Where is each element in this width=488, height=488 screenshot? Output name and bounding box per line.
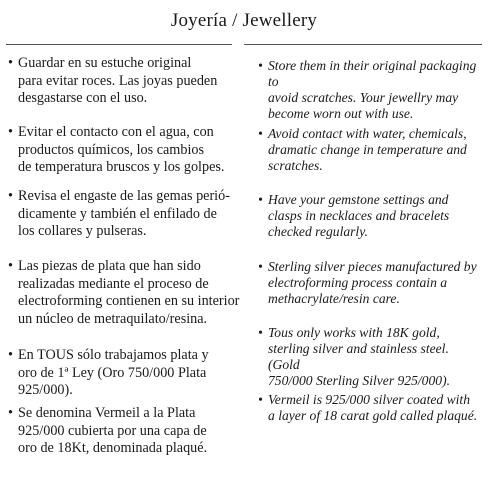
bullet-icon: • [8, 124, 13, 140]
bullet-icon: • [8, 55, 13, 71]
spanish-item-text: Evitar el contacto con el agua, con productos químicos, los cambios de temperatura bruscos y los golpes. [18, 124, 225, 175]
english-item-text: Store them in their original packaging to avoid scratches. Your jewellry may become worn out with use. [268, 58, 477, 121]
spanish-item-1 [8, 55, 243, 108]
english-item-1 [258, 58, 483, 122]
spanish-item-2 [8, 124, 243, 177]
spanish-item-text: Guardar en su estuche original para evitar roces. Las joyas pueden desgastarse con el uso. [18, 55, 218, 106]
bullet-icon: • [258, 325, 263, 340]
bullet-icon: • [8, 347, 13, 363]
bullet-icon: • [8, 258, 13, 274]
bullet-icon: • [258, 126, 263, 141]
bullet-icon: • [8, 405, 13, 421]
english-item-text: Tous only works with 18K gold, sterling silver and stainless steel. (Gold 750/000 Sterling Silver 925/000). [268, 325, 450, 388]
english-item-text: Have your gemstone settings and clasps in necklaces and bracelets checked regularly. [268, 192, 450, 239]
english-item-text: Sterling silver pieces manufactured by electroforming process contain a methacrylate/resin care. [268, 259, 477, 306]
english-item-2 [258, 126, 483, 174]
bullet-icon: • [258, 392, 263, 407]
title-divider-right [244, 44, 482, 45]
spanish-item-text: En TOUS sólo trabajamos plata y oro de 1ª Ley (Oro 750/000 Plata 925/000). [18, 347, 209, 398]
spanish-item-text: Las piezas de plata que han sido realizadas mediante el proceso de electroforming contienen en su interior un núcleo de metraquilato/resina. [18, 258, 240, 327]
spanish-item-4 [8, 258, 243, 328]
spanish-item-text: Se denomina Vermeil a la Plata 925/000 cubierta por una capa de oro de 18Kt, denominada plaqué. [18, 405, 208, 456]
page-title: Joyería / Jewellery [170, 10, 318, 31]
bullet-icon: • [258, 58, 263, 73]
title-divider-left [6, 44, 232, 45]
english-item-text: Avoid contact with water, chemicals, dramatic change in temperature and scratches. [268, 126, 467, 173]
spanish-item-text: Revisa el engaste de las gemas perió- dicamente y también el enfilado de los collares y pulseras. [18, 188, 230, 239]
bullet-icon: • [258, 259, 263, 274]
english-item-5 [258, 325, 483, 389]
english-item-text: Vermeil is 925/000 silver coated with a layer of 18 carat gold called plaqué. [268, 392, 478, 423]
spanish-item-3 [8, 188, 243, 241]
english-item-3 [258, 192, 483, 240]
spanish-item-5 [8, 347, 243, 400]
english-item-4 [258, 259, 483, 307]
spanish-item-6 [8, 405, 243, 458]
bullet-icon: • [258, 192, 263, 207]
english-item-6 [258, 392, 483, 424]
bullet-icon: • [8, 188, 13, 204]
